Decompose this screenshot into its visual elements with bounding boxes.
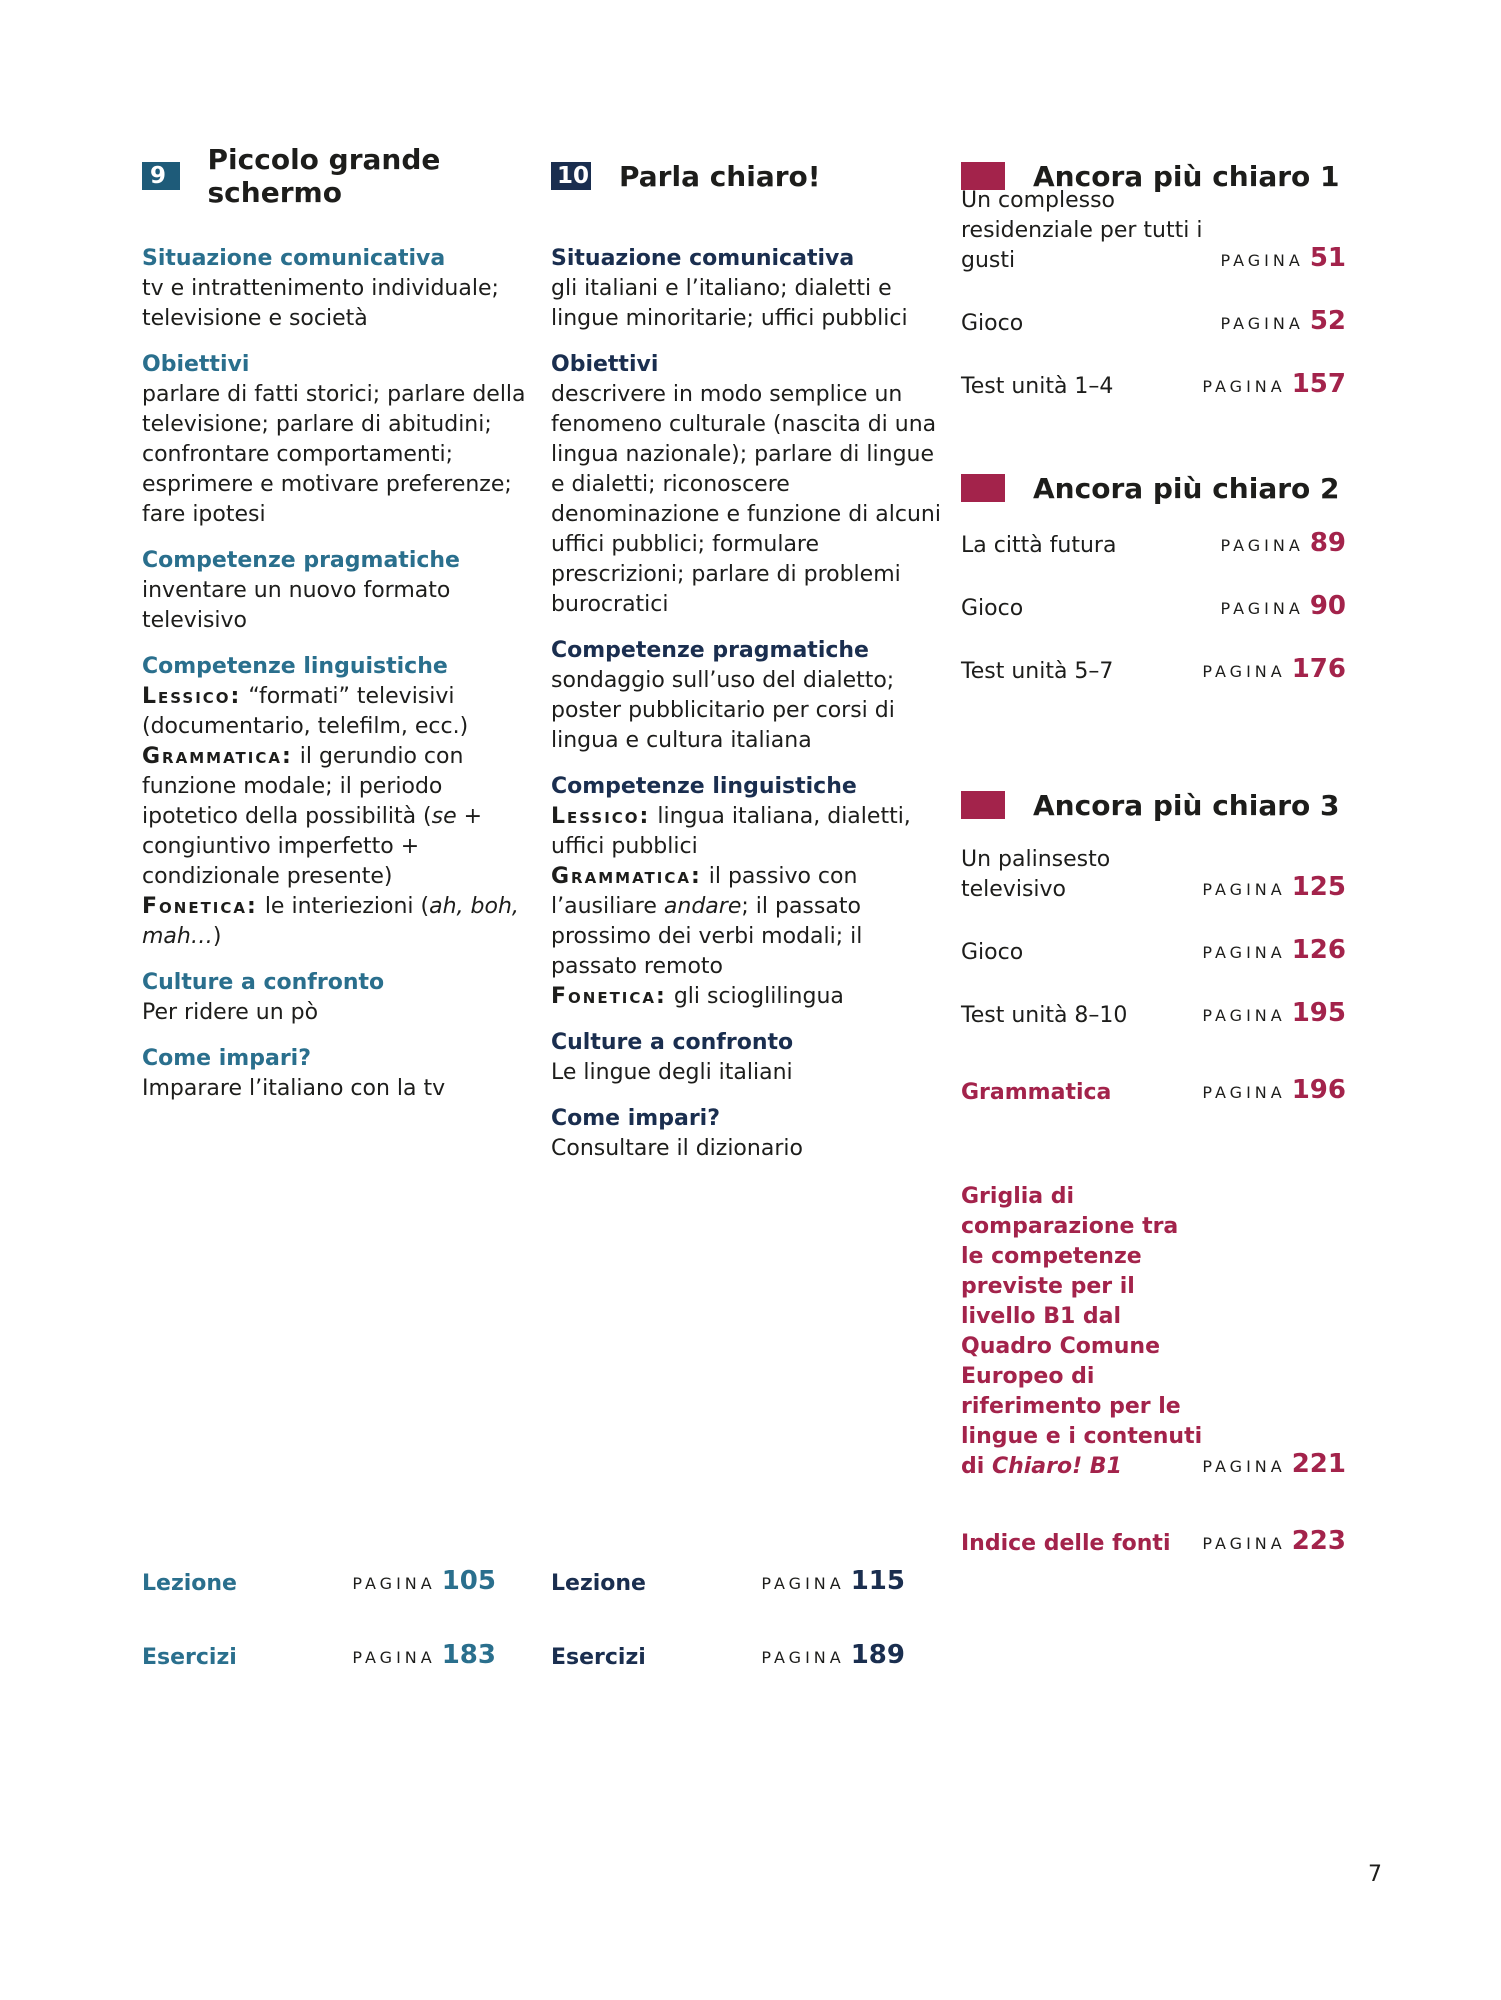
unit-10-column [551,158,941,1180]
grammatica-italic: andare [663,894,742,919]
page-word: PAGINA [1220,536,1304,555]
toc-entry[interactable] [961,845,1346,905]
page-word: PAGINA [1220,314,1304,333]
unit-10-esercizi-entry[interactable] [551,1640,905,1673]
grammatica-label: Grammatica: [551,864,702,889]
grammatica-text: il passivo con l’ausiliare [551,864,858,919]
page-word: PAGINA [761,1648,845,1667]
section-text: descrivere in modo semplice un fenomeno culturale (nascita di una lingua nazionale); parlare di lingue e dialetti; riconoscere denominazione e funzione di alcuni uffici pubblici; formulare prescrizioni; parlare di problemi burocratici [551,382,941,617]
indice-entry[interactable] [961,1526,1346,1559]
section-text: Imparare l’italiano con la tv [142,1076,446,1101]
griglia-text: Griglia di comparazione tra le competenze previste per il livello B1 dal Quadro Comune Europeo di riferimento per le lingue e i contenuti di [961,1184,1203,1479]
grammatica-label: Grammatica: [142,744,293,769]
unit-9-lezione-entry[interactable] [142,1566,496,1599]
block-marker [961,474,1005,502]
section-title: Competenze pragmatiche [551,638,869,663]
entry-label: Gioco [961,596,1024,621]
section-text: gli italiani e l’italiano; dialetti e lingue minoritarie; uffici pubblici [551,276,908,331]
fonetica-label: Fonetica: [142,894,258,919]
section-text: parlare di fatti storici; parlare della televisione; parlare di abitudini; confrontare comportamenti; esprimere e motivare preferenze; fare ipotesi [142,382,526,527]
griglia-italic: Chiaro! B1 [991,1454,1122,1479]
section-title: Culture a confronto [551,1030,794,1055]
unit-10-title: Parla chiaro! [619,159,821,193]
page-number-link: 189 [850,1640,905,1670]
page-number-link: 125 [1291,872,1346,902]
page-number-link: 51 [1309,243,1346,273]
section-title: Obiettivi [142,352,250,377]
page-number-link: 90 [1309,591,1346,621]
section-text: Per ridere un pò [142,1000,319,1025]
entry-label: Indice delle fonti [961,1531,1171,1556]
ancora-3-title: Ancora più chiaro 3 [1033,788,1340,822]
unit-10-pragmatiche [551,636,941,756]
section-title: Obiettivi [551,352,659,377]
unit-10-header [551,158,941,194]
ancora-1-title: Ancora più chiaro 1 [1033,159,1340,193]
ancora-2-title: Ancora più chiaro 2 [1033,471,1340,505]
section-title: Situazione comunicativa [551,246,855,271]
entry-label: Test unità 5–7 [961,659,1114,684]
lessico-text: lingua italiana, dialetti, uffici pubblici [551,804,911,859]
unit-9-impari [142,1044,532,1104]
grammatica-text-end: ; il passato prossimo dei verbi modali; il passato remoto [551,894,863,979]
unit-9-linguistiche [142,652,532,952]
section-title: Competenze pragmatiche [142,548,460,573]
entry-label: La città futura [961,533,1117,558]
page-word: PAGINA [1202,1457,1286,1476]
section-title: Situazione comunicativa [142,246,446,271]
section-text: inventare un nuovo formato televisivo [142,578,451,633]
entry-label [961,1182,1202,1482]
page-word: PAGINA [761,1574,845,1593]
entry-label: Grammatica [961,1080,1112,1105]
page-number-link: 105 [441,1566,496,1596]
toc-entry[interactable] [961,591,1346,624]
entry-label: Esercizi [142,1645,237,1670]
page-word: PAGINA [1202,1006,1286,1025]
page-number-link: 176 [1291,654,1346,684]
page-number-link: 89 [1309,528,1346,558]
unit-10-situazione [551,244,941,334]
entry-label: Esercizi [551,1645,646,1670]
grammatica-text-end: + congiuntivo imperfetto + condizionale presente) [142,804,483,889]
unit-10-obiettivi [551,350,941,620]
entry-label: Un palinsesto televisivo [961,847,1111,902]
page-word: PAGINA [1220,599,1304,618]
page-number-link: 126 [1291,935,1346,965]
unit-10-culture [551,1028,941,1088]
page-number-link: 52 [1309,306,1346,336]
fonetica-examples: ah, boh, mah… [142,894,519,949]
page-number-link: 195 [1291,998,1346,1028]
entry-label: Test unità 1–4 [961,374,1114,399]
page-word: PAGINA [1220,251,1304,270]
section-title: Come impari? [551,1106,720,1131]
toc-entry[interactable] [961,528,1346,561]
block-marker [961,791,1005,819]
unit-9-number-badge: 9 [142,162,180,190]
unit-9-title: Piccolo grande schermo [207,143,441,209]
entry-label: Lezione [551,1571,646,1596]
page-number-link: 183 [441,1640,496,1670]
page-number-link: 221 [1291,1449,1346,1479]
grammatica-text: il gerundio con funzione modale; il periodo ipotetico della possibilità ( [142,744,464,829]
page-word: PAGINA [352,1648,436,1667]
lessico-text: “formati” televisivi (documentario, telefilm, ecc.) [142,684,469,739]
toc-entry[interactable] [961,654,1346,687]
fonetica-close: ) [212,924,222,949]
unit-10-number-badge: 10 [551,162,591,190]
ancora-3-header [961,787,1346,823]
page-number-link: 223 [1291,1526,1346,1556]
fonetica-label: Fonetica: [551,984,667,1009]
toc-entry[interactable] [961,188,1346,276]
section-text [551,802,941,1012]
entry-label: Test unità 8–10 [961,1003,1128,1028]
ancora-2-header [961,470,1346,506]
section-title: Competenze linguistiche [142,654,448,679]
page-word: PAGINA [352,1574,436,1593]
section-title: Competenze linguistiche [551,774,857,799]
page-word: PAGINA [1202,1083,1286,1102]
appendix-column [961,158,1346,1559]
entry-label: Gioco [961,940,1024,965]
page-word: PAGINA [1202,377,1286,396]
page-number: 7 [1368,1862,1382,1887]
toc-entry[interactable] [961,998,1346,1031]
section-title: Culture a confronto [142,970,385,995]
unit-9-situazione [142,244,532,334]
unit-9-obiettivi [142,350,532,530]
page-word: PAGINA [1202,662,1286,681]
unit-9-pragmatiche [142,546,532,636]
unit-9-column [142,143,532,1120]
section-text: sondaggio sull’uso del dialetto; poster pubblicitario per corsi di lingua e cultura italiana [551,668,895,753]
page-word: PAGINA [1202,1534,1286,1553]
page-number-link: 115 [850,1566,905,1596]
section-text: tv e intrattenimento individuale; televisione e società [142,276,499,331]
toc-entry[interactable] [961,369,1346,402]
unit-10-linguistiche [551,772,941,1012]
entry-label: Gioco [961,311,1024,336]
section-text: Le lingue degli italiani [551,1060,793,1085]
toc-entry[interactable] [961,306,1346,339]
unit-10-impari [551,1104,941,1164]
fonetica-text: gli scioglilingua [673,984,844,1009]
grammatica-entry[interactable] [961,1075,1346,1108]
lessico-label: Lessico: [551,804,651,829]
toc-entry[interactable] [961,935,1346,968]
unit-9-esercizi-entry[interactable] [142,1640,496,1673]
unit-9-culture [142,968,532,1028]
section-title: Come impari? [142,1046,311,1071]
entry-label: Lezione [142,1571,237,1596]
page-word: PAGINA [1202,880,1286,899]
grammatica-italic: se [431,804,457,829]
page-number-link: 196 [1291,1075,1346,1105]
section-text: Consultare il dizionario [551,1136,803,1161]
entry-label: Un complesso residenziale per tutti i gusti [961,188,1203,273]
unit-10-lezione-entry[interactable] [551,1566,905,1599]
griglia-entry[interactable] [961,1182,1346,1482]
unit-9-header [142,143,532,209]
page-word: PAGINA [1202,943,1286,962]
page-number-link: 157 [1291,369,1346,399]
section-text [142,682,532,952]
fonetica-text: le interiezioni ( [264,894,430,919]
lessico-label: Lessico: [142,684,242,709]
